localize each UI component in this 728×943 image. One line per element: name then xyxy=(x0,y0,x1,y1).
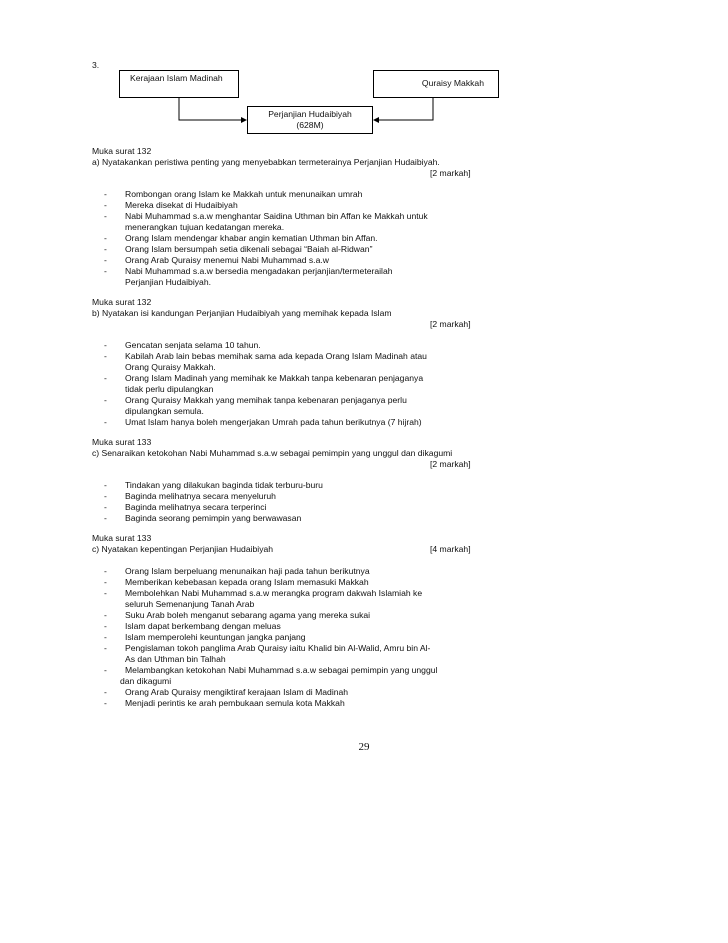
bullet-dash: - xyxy=(104,577,107,587)
bullet-text: Memberikan kebebasan kepada orang Islam memasuki Makkah xyxy=(125,577,369,587)
section-marks: [4 markah] xyxy=(430,544,471,554)
bullet-dash: - xyxy=(104,266,107,276)
arrow-right xyxy=(374,98,433,120)
bullet-text-cont: dan dikagumi xyxy=(120,676,172,686)
bullet-dash: - xyxy=(104,588,107,598)
box-label: Quraisy Makkah xyxy=(421,78,484,88)
bullet-dash: - xyxy=(104,340,107,350)
bullet-dash: - xyxy=(104,244,107,254)
bullet-dash: - xyxy=(104,621,107,631)
bullet-dash: - xyxy=(104,632,107,642)
bullet-text: Nabi Muhammad s.a.w menghantar Saidina Uthman bin Affan ke Makkah untuk xyxy=(125,211,428,221)
bullet-text-cont: Perjanjian Hudaibiyah. xyxy=(125,277,211,287)
bullet-text-cont: tidak perlu dipulangkan xyxy=(125,384,214,394)
bullet-dash: - xyxy=(104,513,107,523)
section-marks: [2 markah] xyxy=(430,459,471,469)
section-page-ref: Muka surat 133 xyxy=(92,533,152,543)
bullet-dash: - xyxy=(104,502,107,512)
bullet-text: Islam dapat berkembang dengan meluas xyxy=(125,621,281,631)
bullet-dash: - xyxy=(104,373,107,383)
section-page-ref: Muka surat 132 xyxy=(92,146,152,156)
question-number: 3. xyxy=(92,60,100,70)
bullet-text-cont: menerangkan tujuan kedatangan mereka. xyxy=(125,222,285,232)
bullet-text: Gencatan senjata selama 10 tahun. xyxy=(125,340,261,350)
bullet-text: Mereka disekat di Hudaibiyah xyxy=(125,200,238,210)
bullet-text: Kabilah Arab lain bebas memihak sama ada kepada Orang Islam Madinah atau xyxy=(125,351,427,361)
section-question: c) Nyatakan kepentingan Perjanjian Hudaibiyah xyxy=(92,544,274,554)
arrow-left xyxy=(179,98,246,120)
section-question: a) Nyatakankan peristiwa penting yang menyebabkan termeterainya Perjanjian Hudaibiyah. xyxy=(92,157,440,167)
box-label-line1: Perjanjian Hudaibiyah xyxy=(268,109,352,119)
bullet-text: Tindakan yang dilakukan baginda tidak terburu-buru xyxy=(125,480,323,490)
bullet-text: Orang Islam berpeluang menunaikan haji pada tahun berikutnya xyxy=(125,566,370,576)
bullet-dash: - xyxy=(104,200,107,210)
bullet-dash: - xyxy=(104,351,107,361)
bullet-text-cont: dipulangkan semula. xyxy=(125,406,204,416)
bullet-text: Suku Arab boleh menganut sebarang agama yang mereka sukai xyxy=(125,610,371,620)
bullet-dash: - xyxy=(104,687,107,697)
section-marks: [2 markah] xyxy=(430,319,471,329)
bullet-dash: - xyxy=(104,417,107,427)
bullet-text: Menjadi perintis ke arah pembukaan semula kota Makkah xyxy=(125,698,345,708)
bullet-dash: - xyxy=(104,566,107,576)
bullet-text: Orang Islam Madinah yang memihak ke Makkah tanpa kebenaran penjaganya xyxy=(125,373,424,383)
bullet-dash: - xyxy=(104,480,107,490)
box-label: Kerajaan Islam Madinah xyxy=(130,73,223,83)
bullet-text: Islam memperolehi keuntungan jangka panjang xyxy=(125,632,306,642)
bullet-text-cont: seluruh Semenanjung Tanah Arab xyxy=(125,599,255,609)
bullet-dash: - xyxy=(104,491,107,501)
bullet-dash: - xyxy=(104,698,107,708)
bullet-text: Orang Arab Quraisy mengiktiraf kerajaan Islam di Madinah xyxy=(125,687,349,697)
box-label-line2: (628M) xyxy=(296,120,324,130)
diagram-arrows xyxy=(0,0,728,160)
bullet-dash: - xyxy=(104,643,107,653)
bullet-text: Orang Quraisy Makkah yang memihak tanpa kebenaran penjaganya perlu xyxy=(125,395,407,405)
bullet-dash: - xyxy=(104,610,107,620)
bullet-text: Orang Arab Quraisy menemui Nabi Muhammad s.a.w xyxy=(125,255,329,265)
bullet-dash: - xyxy=(104,189,107,199)
page-number: 29 xyxy=(358,741,370,753)
bullet-text: Nabi Muhammad s.a.w bersedia mengadakan perjanjian/termeterailah xyxy=(125,266,393,276)
bullet-text: Pengislaman tokoh panglima Arab Quraisy iaitu Khalid bin Al-Walid, Amru bin Al- xyxy=(125,643,431,653)
section-question: b) Nyatakan isi kandungan Perjanjian Hudaibiyah yang memihak kepada Islam xyxy=(92,308,392,318)
bullet-text: Baginda melihatnya secara terperinci xyxy=(125,502,267,512)
bullet-text: Umat Islam hanya boleh mengerjakan Umrah pada tahun berikutnya (7 hijrah) xyxy=(125,417,422,427)
section-page-ref: Muka surat 133 xyxy=(92,437,152,447)
bullet-dash: - xyxy=(104,665,107,675)
bullet-text: Melambangkan ketokohan Nabi Muhammad s.a.w sebagai pemimpin yang unggul xyxy=(125,665,438,675)
bullet-text-cont: Orang Quraisy Makkah. xyxy=(125,362,216,372)
bullet-dash: - xyxy=(104,211,107,221)
bullet-text: Orang Islam bersumpah setia dikenali sebagai “Baiah al-Ridwan” xyxy=(125,244,373,254)
section-page-ref: Muka surat 132 xyxy=(92,297,152,307)
bullet-text: Baginda melihatnya secara menyeluruh xyxy=(125,491,276,501)
section-marks: [2 markah] xyxy=(430,168,471,178)
bullet-text: Orang Islam mendengar khabar angin kematian Uthman bin Affan. xyxy=(125,233,378,243)
bullet-dash: - xyxy=(104,395,107,405)
section-question: c) Senaraikan ketokohan Nabi Muhammad s.a.w sebagai pemimpin yang unggul dan dikagumi xyxy=(92,448,453,458)
bullet-text: Rombongan orang Islam ke Makkah untuk menunaikan umrah xyxy=(125,189,363,199)
bullet-text-cont: As dan Uthman bin Talhah xyxy=(125,654,226,664)
bullet-dash: - xyxy=(104,255,107,265)
bullet-text: Membolehkan Nabi Muhammad s.a.w merangka program dakwah Islamiah ke xyxy=(125,588,423,598)
bullet-text: Baginda seorang pemimpin yang berwawasan xyxy=(125,513,302,523)
bullet-dash: - xyxy=(104,233,107,243)
